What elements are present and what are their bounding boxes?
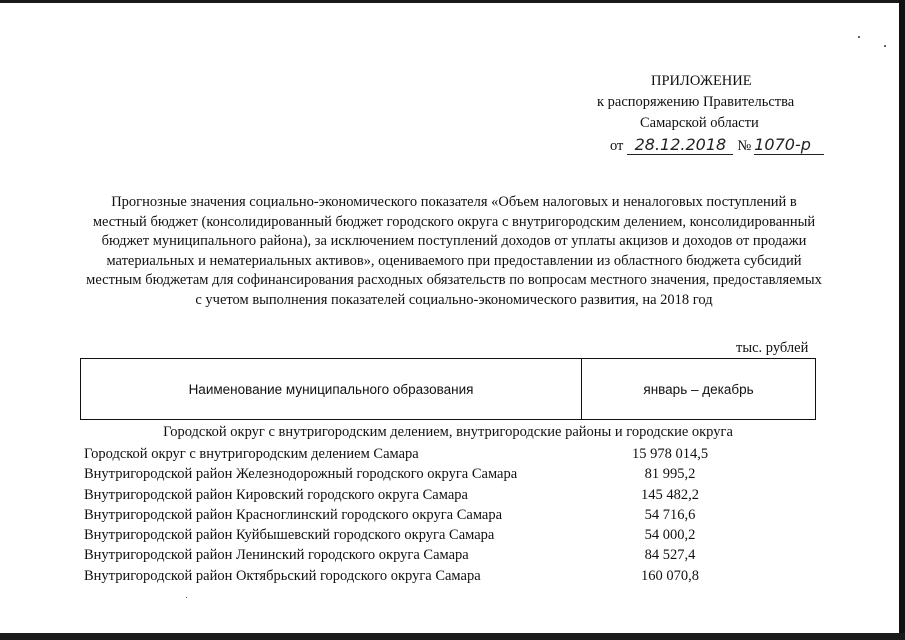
row-name: Внутригородской район Октябрьский городского округа Самара [84,567,481,584]
section-heading: Городской округ с внутригородским делением, внутригородские районы и городские округа [163,424,733,440]
row-name: Внутригородской район Кировский городского округа Самара [84,486,468,503]
column-header-name: Наименование муниципального образования [81,359,582,419]
table-header [80,358,816,420]
row-value: 54 000,2 [644,527,696,544]
from-prefix: от [610,138,624,154]
row-value: 54 716,6 [644,506,696,523]
table-row [84,545,814,565]
handwritten-number: 1070-р [754,135,824,155]
document-heading: Прогнозные значения социально-экономического показателя «Объем налоговых и неналоговых поступлений в местный бюджет (консолидированный бюджет городского округа с внутригородским делением, консолидированный бюджет муниципального района), за исключением поступлений доходов от уплаты акцизов и доходов от продажи материальных и нематериальных активов», оцениваемого при предоставлении из областного бюджета субсидий местным бюджетам для софинансирования расходных обязательств по вопросам местного значения, предоставляемых с учетом выполнения показателей социально-экономического развития, на 2018 год [86,194,822,308]
scan-speck [884,45,886,47]
table-body [84,444,814,586]
row-name: Внутригородской район Куйбышевский городского округа Самара [84,527,495,544]
appendix-date-number [610,135,824,155]
column-header-period: январь – декабрь [643,381,754,397]
table-row [84,566,814,586]
table-row [84,485,814,505]
appendix-title: ПРИЛОЖЕНИЕ [651,73,752,89]
scan-edge-right [899,0,905,640]
scan-speck [858,36,860,38]
row-name: Внутригородской район Железнодорожный городского округа Самара [84,466,518,483]
row-name: Внутригородской район Красноглинский городского округа Самара [84,506,503,523]
row-value: 160 070,8 [641,567,699,584]
row-value: 145 482,2 [641,486,699,503]
row-name: Городской округ с внутригородским делением Самара [84,446,419,462]
row-value: 15 978 014,5 [631,446,709,462]
scan-edge-top [0,0,905,3]
table-row [84,525,814,545]
handwritten-date: 28.12.2018 [627,135,733,155]
appendix-line-2: Самарской области [640,115,759,131]
number-prefix: № [737,138,752,154]
scan-speck [186,597,187,598]
row-value: 84 527,4 [644,547,696,564]
table-row [84,444,814,464]
scan-edge-bottom [0,633,905,640]
table-row [84,464,814,484]
appendix-line-1: к распоряжению Правительства [597,94,795,110]
units-label: тыс. рублей [736,340,809,356]
table-row [84,505,814,525]
row-value: 81 995,2 [644,466,696,483]
row-name: Внутригородской район Ленинский городского округа Самара [84,547,469,564]
